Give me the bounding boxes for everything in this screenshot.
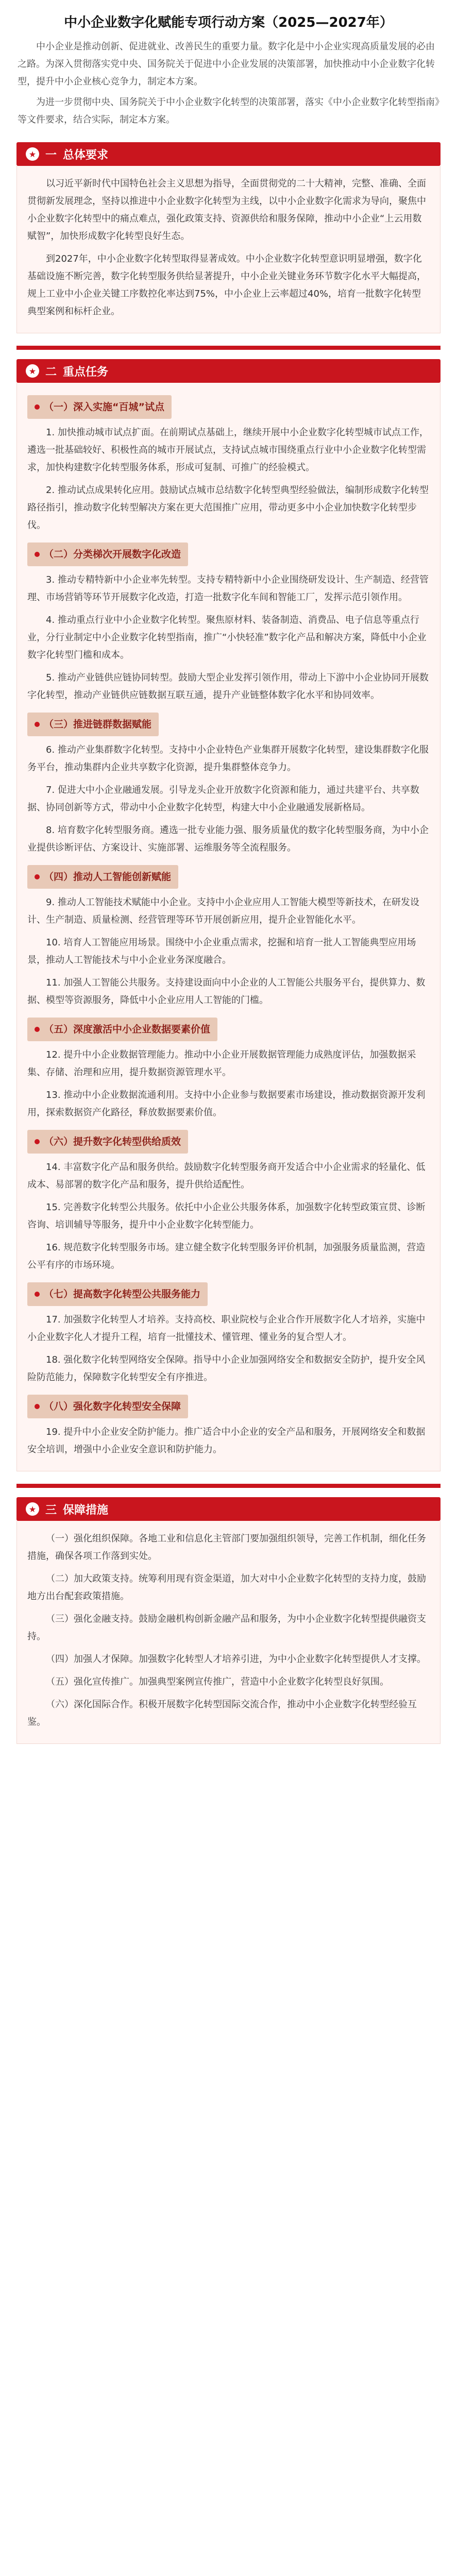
star-icon: ★ [26,147,39,161]
bullet-icon [35,552,40,557]
section-header-1 [16,142,441,166]
bullet-icon [35,1027,40,1032]
subsection-4-paragraph-1: 9. 推动人工智能技术赋能中小企业。支持中小企业应用人工智能大模型等新技术，在研发设计、生产制造、质量检测、经营管理等环节开展创新应用，提升企业智能化水平。 [27,897,419,925]
page-title: 中小企业数字化赋能专项行动方案（2025—2027年） [64,15,393,30]
subsection-title-1: （一）深入实施“百城”试点 [44,401,164,413]
subsection-title-2: （二）分类梯次开展数字化改造 [44,549,181,560]
star-icon: ★ [26,1502,39,1516]
section-title-3: 保障措施 [63,1503,109,1517]
subsection-header-3 [27,713,159,736]
section-index-3: 三 [45,1503,57,1517]
subsection-7-paragraph-2: 18. 强化数字化转型网络安全保障。指导中小企业加强网络安全和数据安全防护，提升安全风险防范能力，保障数字化转型安全有序推进。 [27,1354,426,1383]
section-3-paragraph-4: （四）加强人才保障。加强数字化转型人才培养引进，为中小企业数字化转型提供人才支撑。 [46,1654,426,1665]
section-body-3 [16,1521,441,1744]
intro-block [18,38,439,129]
section-divider-2 [16,1484,441,1488]
bullet-icon [35,722,40,727]
subsection-3-paragraph-2: 7. 促进大中小企业融通发展。引导龙头企业开放数字化资源和能力，通过共建平台、共享数据、协同创新等方式，带动中小企业数字化转型，构建大中小企业融通发展新格局。 [27,785,419,813]
subsection-title-7: （七）提高数字化转型公共服务能力 [44,1289,201,1300]
subsection-8-paragraph-1: 19. 提升中小企业安全防护能力。推广适合中小企业的安全产品和服务，开展网络安全和数据安全培训，增强中小企业安全意识和防护能力。 [27,1427,426,1455]
bullet-icon [35,1139,40,1144]
subsection-header-5 [27,1018,217,1041]
subsection-title-4: （四）推动人工智能创新赋能 [44,871,172,883]
section-3-paragraph-2: （二）加大政策支持。统筹利用现有资金渠道，加大对中小企业数字化转型的支持力度，鼓励地方出台配套政策措施。 [27,1573,426,1602]
subsection-title-6: （六）提升数字化转型供给质效 [44,1136,181,1147]
subsection-header-6 [27,1130,188,1154]
subsection-header-4 [27,865,178,889]
section-1-paragraph-2: 到2027年，中小企业数字化转型取得显著成效。中小企业数字化转型意识明显增强，数字化基础设施不断完善，数字化转型服务供给显著提升，中小企业关键业务环节数字化水平大幅提高，规上工业中小企业关键工序数控化率达到75%，中小企业上云率超过40%，培育一批数字化转型典型案例和标杆企业。 [27,253,426,317]
section-2 [16,359,441,1471]
bullet-icon [35,1404,40,1409]
section-1 [16,142,441,333]
subsection-header-8 [27,1395,188,1418]
bullet-icon [35,874,40,879]
subsection-title-3: （三）推进链群数据赋能 [44,719,152,730]
subsection-6-paragraph-3: 16. 规范数字化转型服务市场。建立健全数字化转型服务评价机制，加强服务质量监测，营造公平有序的市场环境。 [27,1242,426,1270]
subsection-6-paragraph-2: 15. 完善数字化转型公共服务。依托中小企业公共服务体系，加强数字化转型政策宣贯、诊断咨询、培训辅导等服务，提升中小企业数字化转型能力。 [27,1202,426,1230]
subsection-4-paragraph-2: 10. 培育人工智能应用场景。围绕中小企业重点需求，挖掘和培育一批人工智能典型应用场景，推动人工智能技术与中小企业业务深度融合。 [27,937,416,965]
section-title-2: 重点任务 [63,365,109,379]
subsection-1-paragraph-2: 2. 推动试点成果转化应用。鼓励试点城市总结数字化转型典型经验做法，编制形成数字化转型路径指引，推动数字化转型解决方案在更大范围推广应用，带动更多中小企业加快数字化转型步伐。 [27,485,429,531]
section-divider-1 [16,346,441,350]
section-body-2 [16,383,441,1471]
subsection-title-5: （五）深度激活中小企业数据要素价值 [44,1024,211,1035]
subsection-3-paragraph-3: 8. 培育数字化转型服务商。遴选一批专业能力强、服务质量优的数字化转型服务商，为中小企业提供诊断评估、方案设计、实施部署、运维服务等全流程服务。 [27,825,429,853]
section-header-2 [16,359,441,383]
intro-paragraph-2: 为进一步贯彻中央、国务院关于中小企业数字化转型的决策部署，落实《中小企业数字化转型指南》等文件要求，结合实际，制定本方案。 [18,97,439,125]
subsection-2-paragraph-1: 3. 推动专精特新中小企业率先转型。支持专精特新中小企业围绕研发设计、生产制造、经营管理、市场营销等环节开展数字化改造，打造一批数字化车间和智能工厂，发挥示范引领作用。 [27,574,429,603]
subsection-5-paragraph-1: 12. 提升中小企业数据管理能力。推动中小企业开展数据管理能力成熟度评估，加强数据采集、存储、治理和应用，提升数据资源管理水平。 [27,1049,416,1078]
subsection-5-paragraph-2: 13. 推动中小企业数据流通利用。支持中小企业参与数据要素市场建设，推动数据资源开发利用，探索数据资产化路径，释放数据要素价值。 [27,1090,426,1118]
section-3-paragraph-1: （一）强化组织保障。各地工业和信息化主管部门要加强组织领导，完善工作机制，细化任务措施，确保各项工作落到实处。 [27,1533,426,1562]
subsection-header-1 [27,395,172,419]
section-3 [16,1497,441,1744]
section-body-1 [16,166,441,333]
subsection-1-paragraph-1: 1. 加快推动城市试点扩面。在前期试点基础上，继续开展中小企业数字化转型城市试点工作，遴选一批基础较好、积极性高的城市开展试点，支持试点城市围绕重点行业中小企业数字化转型需求，加快构建数字化转型服务体系，形成可复制、可推广的经验模式。 [27,427,429,473]
subsection-7-paragraph-1: 17. 加强数字化转型人才培养。支持高校、职业院校与企业合作开展数字化人才培养，实施中小企业数字化人才提升工程，培育一批懂技术、懂管理、懂业务的复合型人才。 [27,1314,426,1343]
section-3-paragraph-3: （三）强化金融支持。鼓励金融机构创新金融产品和服务，为中小企业数字化转型提供融资支持。 [27,1614,426,1642]
section-index-1: 一 [45,148,57,162]
bullet-icon [35,404,40,410]
intro-paragraph-1: 中小企业是推动创新、促进就业、改善民生的重要力量。数字化是中小企业实现高质量发展的必由之路。为深入贯彻落实党中央、国务院关于促进中小企业发展的决策部署，加快推动中小企业数字化转型，提升中小企业核心竞争力，制定本方案。 [18,41,435,87]
subsection-3-paragraph-1: 6. 推动产业集群数字化转型。支持中小企业特色产业集群开展数字化转型，建设集群数字化服务平台，推动集群内企业共享数字化资源，提升集群整体竞争力。 [27,744,429,773]
subsection-2-paragraph-2: 4. 推动重点行业中小企业数字化转型。聚焦原材料、装备制造、消费品、电子信息等重点行业，分行业制定中小企业数字化转型指南，推广“小快轻准”数字化产品和解决方案，降低中小企业数字化转型门槛和成本。 [27,615,427,660]
subsection-title-8: （八）强化数字化转型安全保障 [44,1401,181,1412]
section-title-1: 总体要求 [63,148,109,162]
star-icon: ★ [26,364,39,378]
subsection-header-2 [27,543,188,566]
bullet-icon [35,1292,40,1297]
section-3-paragraph-5: （五）强化宣传推广。加强典型案例宣传推广，营造中小企业数字化转型良好氛围。 [46,1676,389,1687]
subsection-header-7 [27,1282,208,1306]
section-index-2: 二 [45,365,57,379]
section-1-paragraph-1: 以习近平新时代中国特色社会主义思想为指导，全面贯彻党的二十大精神，完整、准确、全面贯彻新发展理念，坚持以推进中小企业数字化转型为主线，以中小企业数字化需求为导向，聚焦中小企业数字化转型中的痛点难点，强化政策支持、资源供给和服务保障，推动中小企业“上云用数赋智”，加快形成数字化转型良好生态。 [27,178,426,242]
section-header-3 [16,1497,441,1521]
subsection-6-paragraph-1: 14. 丰富数字化产品和服务供给。鼓励数字化转型服务商开发适合中小企业需求的轻量化、低成本、易部署的数字化产品和服务，提升供给适配性。 [27,1162,426,1190]
subsection-2-paragraph-3: 5. 推动产业链供应链协同转型。鼓励大型企业发挥引领作用，带动上下游中小企业协同开展数字化转型，推动产业链供应链数据互联互通，提升产业链整体数字化水平和协同效率。 [27,672,429,701]
section-3-paragraph-6: （六）深化国际合作。积极开展数字化转型国际交流合作，推动中小企业数字化转型经验互鉴。 [27,1699,417,1727]
subsection-4-paragraph-3: 11. 加强人工智能公共服务。支持建设面向中小企业的人工智能公共服务平台，提供算力、数据、模型等资源服务，降低中小企业应用人工智能的门槛。 [27,977,426,1006]
